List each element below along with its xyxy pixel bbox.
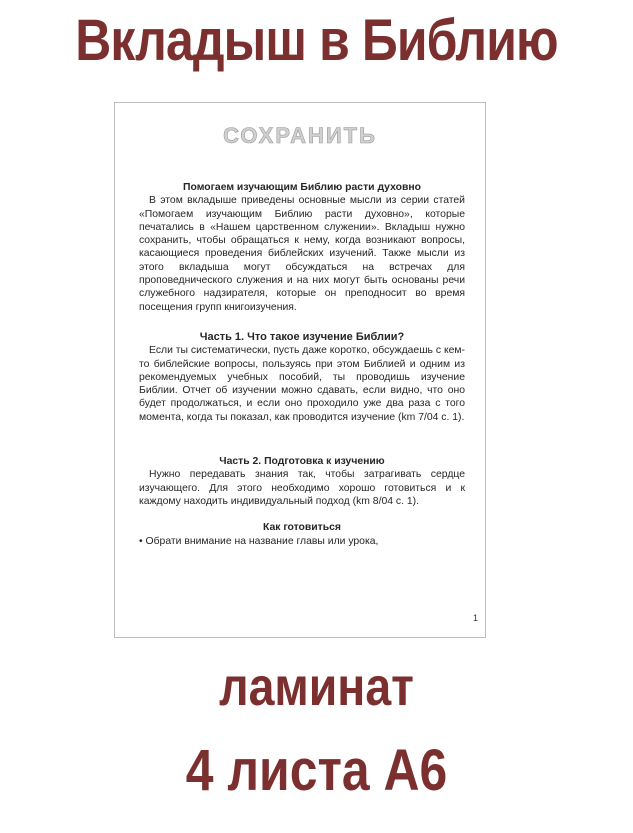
page-content xyxy=(139,181,465,548)
insert-page-preview xyxy=(114,102,486,638)
page-heading: СОХРАНИТЬ xyxy=(223,123,377,148)
section-title: Как готовиться xyxy=(262,522,341,534)
section-text: Если ты систематически, пусть даже коротко, обсуждаешь с кем-то библейские вопросы, пользуясь при этом Библией и одним из рекомендуемых учебных пособий, ты проводишь изучение Библии. Отчет об изучении можно сдавать, если видно, что оно будет продолжаться, и если оно проходило уже два раза с того момента, когда ты показал, как проводится изучение (km 7/04 с. 1). xyxy=(139,345,465,423)
section-text: Нужно передавать знания так, чтобы затрагивать сердце изучающего. Для этого необходимо хорошо готовиться и к каждому находить индивидуальный подход (km 8/04 с. 1). xyxy=(139,469,465,507)
bullet-item: • Обрати внимание на название главы или урока, xyxy=(139,535,379,547)
section-title: Часть 1. Что такое изучение Библии? xyxy=(199,330,405,343)
section-title: Помогаем изучающим Библию расти духовно xyxy=(183,182,421,193)
banner-title: Вкладыш в Библию xyxy=(75,8,558,73)
section-title: Часть 2. Подготовка к изучению xyxy=(219,456,385,468)
caption-laminate: ламинат xyxy=(219,657,414,717)
page-number: 1 xyxy=(472,613,478,623)
caption-sheets: 4 листа А6 xyxy=(185,738,448,803)
section-text: В этом вкладыше приведены основные мысли из серии статей «Помогаем изучающим Библию расти духовно», которые печатались в «Нашем царственном служении». Вкладыш нужно сохранить, чтобы обращаться к нему, когда возникают вопросы, касающиеся проведения библейских изучений. Также мысли из этого вкладыша могут обсуждаться на встречах для проповеднического служения и на них могут быть основаны речи служебного надзирателя, которые он преподносит во время посещения групп книгоизучения. xyxy=(139,195,465,313)
